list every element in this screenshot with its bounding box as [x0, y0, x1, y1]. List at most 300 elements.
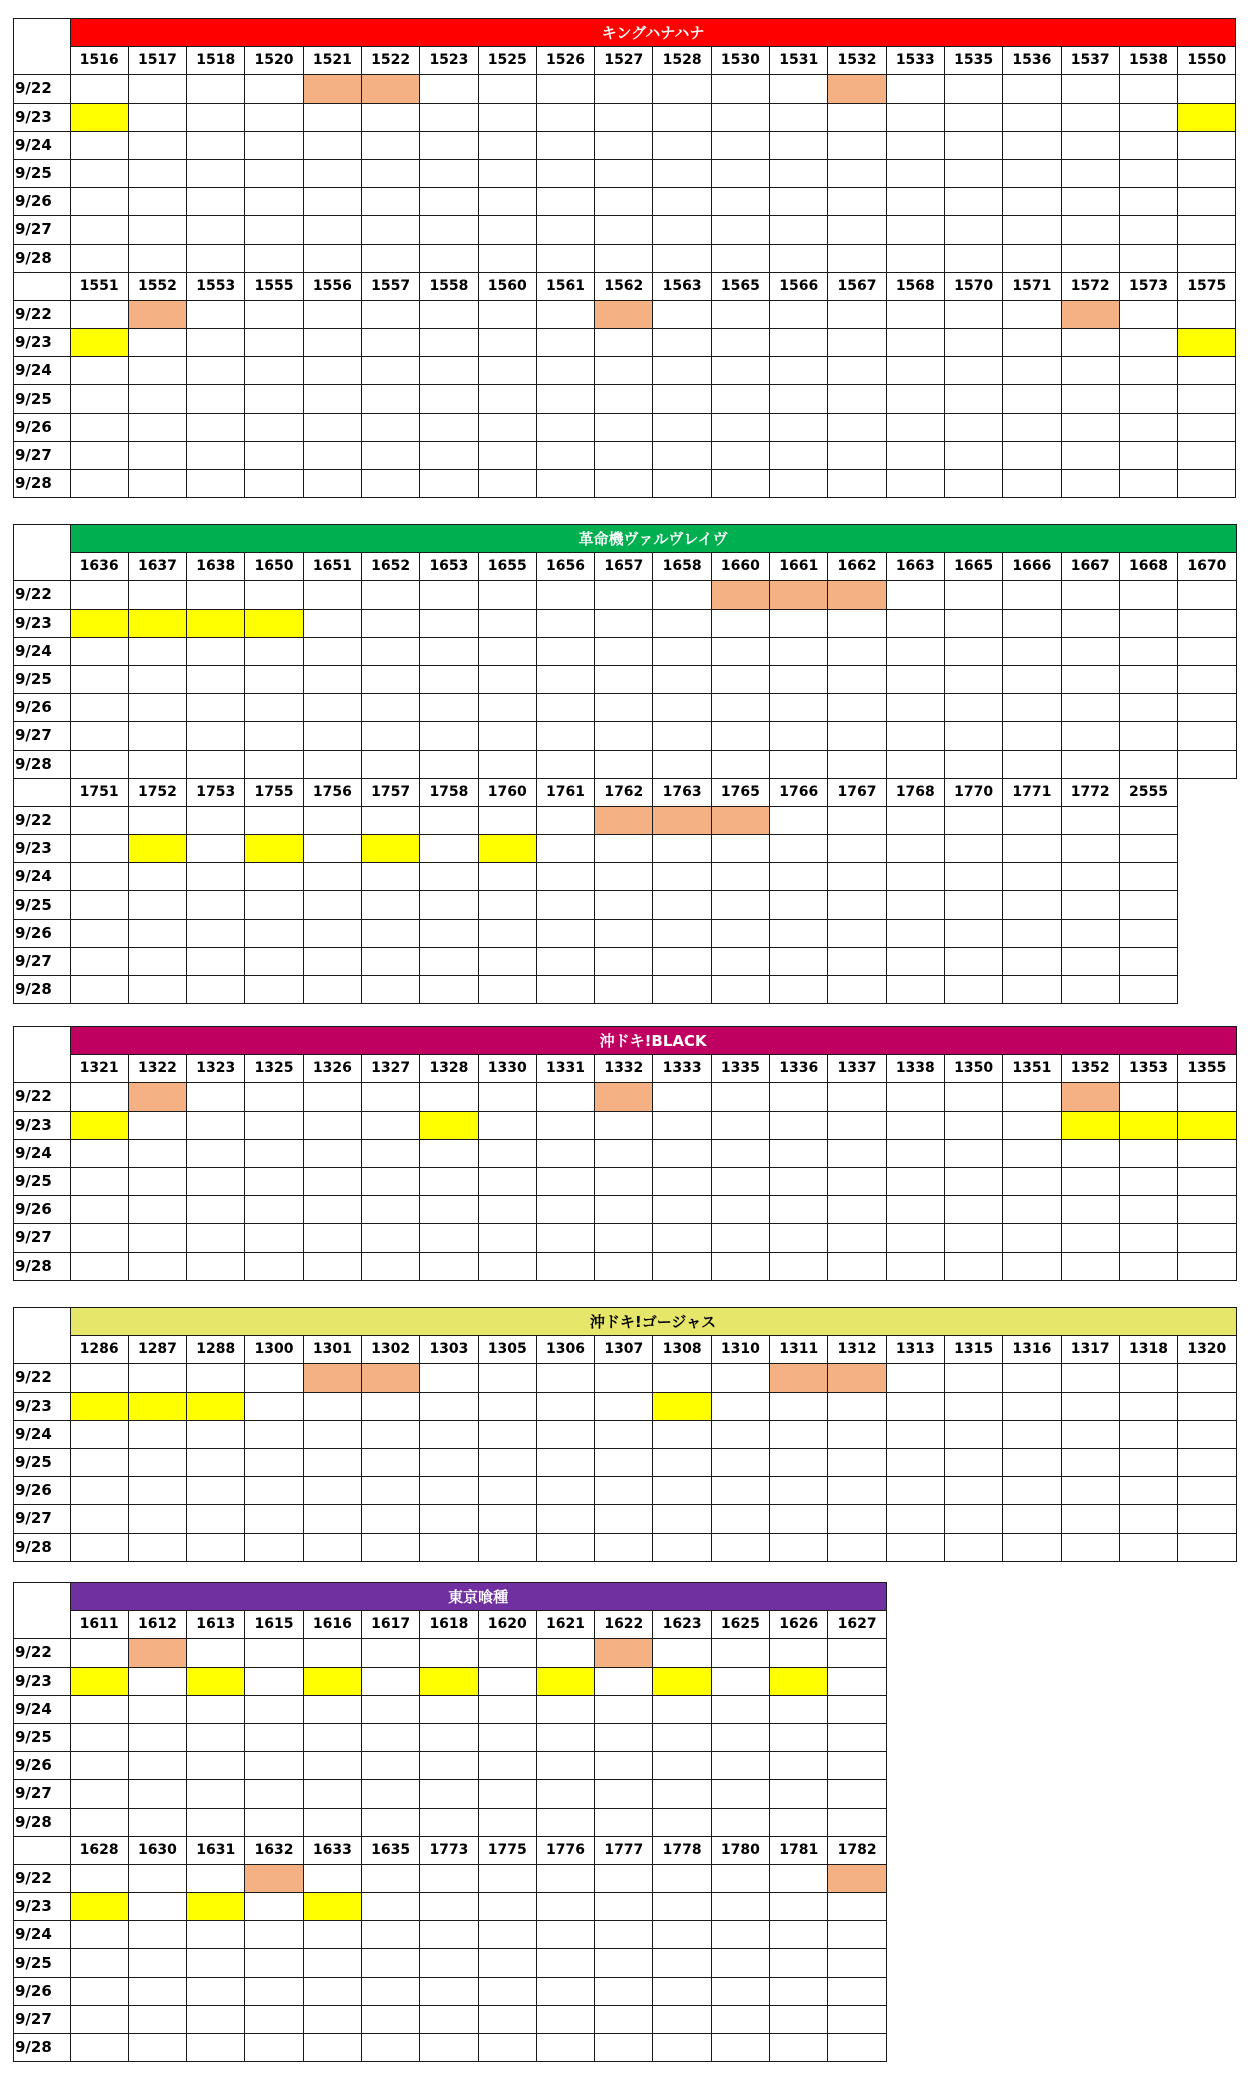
schedule-cell — [1061, 470, 1119, 498]
schedule-cell — [245, 1533, 303, 1561]
schedule-cell — [187, 1949, 245, 1977]
machine-number: 1616 — [303, 1611, 361, 1639]
machine-number: 1768 — [886, 778, 944, 806]
schedule-cell — [944, 1083, 1002, 1111]
machine-number: 1301 — [303, 1336, 361, 1364]
schedule-cell — [770, 947, 828, 975]
date-label: 9/28 — [14, 2034, 71, 2062]
schedule-cell — [303, 1780, 361, 1808]
schedule-cell — [536, 413, 594, 441]
date-label: 9/24 — [14, 131, 71, 159]
schedule-cell — [420, 694, 478, 722]
schedule-cell — [886, 806, 944, 834]
schedule-cell — [1178, 750, 1236, 778]
schedule-cell — [303, 1921, 361, 1949]
date-row — [14, 1639, 887, 1667]
schedule-cell — [245, 976, 303, 1004]
machine-number: 1765 — [711, 778, 769, 806]
schedule-cell — [303, 244, 361, 272]
schedule-cell — [828, 216, 886, 244]
date-row — [14, 1111, 1237, 1139]
schedule-cell — [420, 1252, 478, 1280]
schedule-cell — [711, 357, 769, 385]
schedule-cell — [595, 1111, 653, 1139]
schedule-cell — [70, 722, 128, 750]
schedule-cell — [303, 2005, 361, 2033]
machine-number: 2555 — [1119, 778, 1177, 806]
schedule-cell — [886, 413, 944, 441]
machine-number: 1618 — [420, 1611, 478, 1639]
schedule-cell — [478, 1196, 536, 1224]
schedule-cell — [1003, 1505, 1061, 1533]
schedule-cell — [1119, 1196, 1177, 1224]
machine-number: 1778 — [653, 1836, 711, 1864]
machine-number: 1326 — [303, 1055, 361, 1083]
schedule-cell — [420, 1752, 478, 1780]
schedule-cell — [128, 159, 186, 187]
schedule-cell — [770, 1949, 828, 1977]
machine-number: 1567 — [828, 272, 886, 300]
schedule-cell — [770, 1505, 828, 1533]
schedule-cell — [420, 665, 478, 693]
schedule-cell — [1003, 103, 1061, 131]
schedule-cell — [187, 1448, 245, 1476]
highlight-yellow-cell — [187, 609, 245, 637]
schedule-cell — [1061, 131, 1119, 159]
schedule-cell — [595, 1864, 653, 1892]
highlight-orange-cell — [128, 1083, 186, 1111]
machine-number: 1516 — [70, 47, 128, 75]
schedule-cell — [420, 1505, 478, 1533]
schedule-cell — [536, 1780, 594, 1808]
schedule-cell — [536, 216, 594, 244]
schedule-cell — [245, 1392, 303, 1420]
schedule-cell — [303, 413, 361, 441]
schedule-cell — [653, 609, 711, 637]
schedule-cell — [828, 976, 886, 1004]
schedule-cell — [303, 835, 361, 863]
schedule-cell — [711, 441, 769, 469]
schedule-cell — [478, 1752, 536, 1780]
schedule-cell — [245, 806, 303, 834]
schedule-cell — [711, 244, 769, 272]
schedule-cell — [1061, 1364, 1119, 1392]
schedule-cell — [361, 1083, 419, 1111]
schedule-cell — [187, 1139, 245, 1167]
machine-number: 1762 — [595, 778, 653, 806]
machine-number: 1563 — [653, 272, 711, 300]
date-row — [14, 75, 1236, 103]
schedule-cell — [828, 385, 886, 413]
schedule-cell — [711, 835, 769, 863]
schedule-cell — [303, 947, 361, 975]
schedule-cell — [944, 329, 1002, 357]
schedule-cell — [944, 806, 1002, 834]
date-row — [14, 1167, 1237, 1195]
schedule-cell — [595, 1448, 653, 1476]
schedule-cell — [595, 188, 653, 216]
schedule-cell — [245, 1167, 303, 1195]
date-row — [14, 413, 1236, 441]
schedule-cell — [303, 863, 361, 891]
schedule-cell — [944, 835, 1002, 863]
schedule-cell — [245, 581, 303, 609]
schedule-cell — [70, 131, 128, 159]
schedule-cell — [886, 159, 944, 187]
schedule-cell — [886, 976, 944, 1004]
schedule-cell — [1119, 863, 1177, 891]
schedule-cell — [711, 1921, 769, 1949]
highlight-orange-cell — [770, 581, 828, 609]
schedule-cell — [245, 131, 303, 159]
schedule-cell — [245, 2005, 303, 2033]
schedule-cell — [303, 1639, 361, 1667]
empty-space — [1178, 919, 1236, 947]
schedule-cell — [420, 750, 478, 778]
schedule-cell — [944, 131, 1002, 159]
schedule-cell — [187, 581, 245, 609]
machine-number: 1537 — [1061, 47, 1119, 75]
highlight-yellow-cell — [128, 609, 186, 637]
schedule-cell — [711, 1392, 769, 1420]
schedule-cell — [770, 2005, 828, 2033]
schedule-cell — [653, 1639, 711, 1667]
schedule-cell — [770, 609, 828, 637]
schedule-cell — [886, 216, 944, 244]
schedule-cell — [187, 919, 245, 947]
schedule-cell — [245, 1139, 303, 1167]
schedule-cell — [478, 1639, 536, 1667]
highlight-orange-cell — [595, 806, 653, 834]
schedule-cell — [536, 329, 594, 357]
schedule-cell — [478, 159, 536, 187]
schedule-cell — [1119, 637, 1177, 665]
schedule-cell — [361, 1477, 419, 1505]
date-label: 9/25 — [14, 1723, 71, 1751]
schedule-cell — [770, 1893, 828, 1921]
highlight-yellow-cell — [128, 1392, 186, 1420]
highlight-yellow-cell — [1119, 1111, 1177, 1139]
schedule-cell — [1061, 385, 1119, 413]
schedule-cell — [944, 1196, 1002, 1224]
date-label: 9/26 — [14, 413, 71, 441]
schedule-cell — [303, 750, 361, 778]
schedule-cell — [478, 1723, 536, 1751]
schedule-cell — [595, 665, 653, 693]
machine-number: 1566 — [770, 272, 828, 300]
schedule-cell — [595, 1808, 653, 1836]
machine-number: 1287 — [128, 1336, 186, 1364]
date-label: 9/27 — [14, 1224, 71, 1252]
machine-number: 1328 — [420, 1055, 478, 1083]
empty-space — [1178, 778, 1236, 806]
schedule-cell — [478, 806, 536, 834]
date-label: 9/26 — [14, 1752, 71, 1780]
date-row — [14, 1448, 1237, 1476]
date-label: 9/26 — [14, 919, 71, 947]
schedule-cell — [828, 1167, 886, 1195]
schedule-cell — [711, 1477, 769, 1505]
schedule-cell — [128, 216, 186, 244]
schedule-cell — [536, 441, 594, 469]
schedule-cell — [128, 722, 186, 750]
schedule-cell — [536, 2034, 594, 2062]
schedule-cell — [245, 385, 303, 413]
schedule-cell — [828, 722, 886, 750]
schedule-cell — [886, 357, 944, 385]
schedule-cell — [361, 244, 419, 272]
schedule-cell — [653, 1864, 711, 1892]
machine-number: 1631 — [187, 1836, 245, 1864]
machine-number: 1306 — [536, 1336, 594, 1364]
schedule-cell — [187, 1533, 245, 1561]
schedule-cell — [1119, 1477, 1177, 1505]
machine-number: 1760 — [478, 778, 536, 806]
schedule-cell — [653, 1780, 711, 1808]
schedule-cell — [303, 581, 361, 609]
schedule-cell — [420, 1364, 478, 1392]
machine-number: 1316 — [1003, 1336, 1061, 1364]
schedule-cell — [187, 300, 245, 328]
schedule-cell — [1178, 1533, 1236, 1561]
schedule-cell — [128, 1364, 186, 1392]
schedule-cell — [1178, 413, 1236, 441]
schedule-cell — [245, 1196, 303, 1224]
schedule-cell — [187, 1639, 245, 1667]
schedule-cell — [536, 1392, 594, 1420]
date-label: 9/27 — [14, 216, 71, 244]
schedule-cell — [128, 357, 186, 385]
schedule-cell — [1119, 609, 1177, 637]
schedule-cell — [828, 357, 886, 385]
schedule-cell — [478, 1780, 536, 1808]
schedule-cell — [187, 637, 245, 665]
schedule-cell — [828, 2034, 887, 2062]
schedule-cell — [595, 1752, 653, 1780]
schedule-cell — [886, 244, 944, 272]
schedule-cell — [70, 1949, 128, 1977]
schedule-cell — [361, 1752, 419, 1780]
schedule-cell — [653, 637, 711, 665]
schedule-cell — [420, 1639, 478, 1667]
machine-number: 1286 — [70, 1336, 128, 1364]
schedule-cell — [478, 2005, 536, 2033]
schedule-cell — [420, 1420, 478, 1448]
schedule-cell — [944, 581, 1002, 609]
schedule-cell — [1003, 1392, 1061, 1420]
corner-cell — [14, 1308, 71, 1336]
schedule-cell — [1178, 665, 1236, 693]
schedule-cell — [478, 103, 536, 131]
schedule-cell — [1119, 581, 1177, 609]
schedule-cell — [711, 609, 769, 637]
highlight-yellow-cell — [70, 1893, 128, 1921]
highlight-orange-cell — [303, 1364, 361, 1392]
empty-space — [1178, 891, 1236, 919]
schedule-cell — [886, 863, 944, 891]
date-row — [14, 1723, 887, 1751]
schedule-cell — [1119, 947, 1177, 975]
schedule-cell — [536, 1949, 594, 1977]
schedule-cell — [770, 1083, 828, 1111]
schedule-cell — [828, 1533, 886, 1561]
section-title: 革命機ヴァルヴレイヴ — [70, 525, 1236, 553]
schedule-cell — [1003, 1224, 1061, 1252]
schedule-cell — [944, 1505, 1002, 1533]
schedule-cell — [595, 244, 653, 272]
machine-number: 1333 — [653, 1055, 711, 1083]
schedule-cell — [361, 665, 419, 693]
schedule-cell — [361, 750, 419, 778]
schedule-cell — [595, 1723, 653, 1751]
schedule-cell — [128, 75, 186, 103]
schedule-cell — [1178, 75, 1236, 103]
schedule-cell — [653, 1364, 711, 1392]
schedule-cell — [536, 103, 594, 131]
schedule-cell — [70, 1083, 128, 1111]
schedule-cell — [886, 188, 944, 216]
schedule-cell — [187, 1364, 245, 1392]
schedule-cell — [711, 300, 769, 328]
schedule-cell — [653, 75, 711, 103]
schedule-cell — [245, 1111, 303, 1139]
schedule-cell — [245, 357, 303, 385]
schedule-cell — [653, 1167, 711, 1195]
date-label: 9/24 — [14, 863, 71, 891]
date-row — [14, 1252, 1237, 1280]
schedule-cell — [770, 919, 828, 947]
schedule-cell — [1178, 159, 1236, 187]
schedule-cell — [361, 1695, 419, 1723]
schedule-cell — [70, 1723, 128, 1751]
highlight-yellow-cell — [128, 835, 186, 863]
schedule-cell — [420, 581, 478, 609]
machine-number: 1637 — [128, 553, 186, 581]
schedule-cell — [1003, 300, 1061, 328]
schedule-cell — [70, 1695, 128, 1723]
schedule-cell — [944, 413, 1002, 441]
schedule-cell — [420, 722, 478, 750]
schedule-cell — [478, 637, 536, 665]
schedule-cell — [770, 441, 828, 469]
schedule-cell — [70, 1921, 128, 1949]
machine-number: 1302 — [361, 1336, 419, 1364]
schedule-cell — [944, 75, 1002, 103]
schedule-cell — [420, 441, 478, 469]
schedule-cell — [187, 1864, 245, 1892]
schedule-cell — [303, 159, 361, 187]
schedule-cell — [361, 1139, 419, 1167]
schedule-cell — [187, 1420, 245, 1448]
schedule-cell — [536, 1695, 594, 1723]
schedule-cell — [245, 665, 303, 693]
machine-number: 1752 — [128, 778, 186, 806]
schedule-cell — [536, 665, 594, 693]
schedule-cell — [70, 665, 128, 693]
schedule-cell — [303, 1252, 361, 1280]
schedule-cell — [595, 1695, 653, 1723]
empty-space — [1178, 863, 1236, 891]
schedule-cell — [711, 1723, 769, 1751]
schedule-cell — [711, 1224, 769, 1252]
date-label: 9/27 — [14, 1505, 71, 1533]
schedule-cell — [187, 722, 245, 750]
schedule-cell — [944, 637, 1002, 665]
schedule-cell — [128, 665, 186, 693]
date-label: 9/24 — [14, 637, 71, 665]
machine-number: 1520 — [245, 47, 303, 75]
schedule-cell — [711, 188, 769, 216]
highlight-yellow-cell — [303, 1667, 361, 1695]
schedule-cell — [303, 2034, 361, 2062]
schedule-cell — [711, 694, 769, 722]
schedule-cell — [770, 750, 828, 778]
date-label: 9/27 — [14, 1780, 71, 1808]
date-label: 9/25 — [14, 1448, 71, 1476]
schedule-cell — [770, 75, 828, 103]
schedule-cell — [478, 2034, 536, 2062]
date-label: 9/28 — [14, 1252, 71, 1280]
schedule-cell — [245, 329, 303, 357]
schedule-cell — [420, 806, 478, 834]
schedule-cell — [478, 1167, 536, 1195]
highlight-yellow-cell — [70, 103, 128, 131]
machine-number: 1312 — [828, 1336, 886, 1364]
date-label: 9/27 — [14, 947, 71, 975]
schedule-cell — [1119, 1364, 1177, 1392]
schedule-cell — [303, 665, 361, 693]
schedule-cell — [187, 329, 245, 357]
date-row — [14, 1392, 1237, 1420]
schedule-cell — [1003, 329, 1061, 357]
schedule-cell — [420, 1893, 478, 1921]
machine-number: 1612 — [128, 1611, 186, 1639]
date-label: 9/28 — [14, 1533, 71, 1561]
schedule-cell — [128, 750, 186, 778]
schedule-cell — [595, 1364, 653, 1392]
schedule-cell — [595, 75, 653, 103]
machine-number: 1757 — [361, 778, 419, 806]
schedule-cell — [653, 1111, 711, 1139]
schedule-cell — [595, 1977, 653, 2005]
highlight-orange-cell — [303, 75, 361, 103]
date-label: 9/26 — [14, 1477, 71, 1505]
machine-number: 1763 — [653, 778, 711, 806]
date-label: 9/25 — [14, 159, 71, 187]
schedule-cell — [187, 2034, 245, 2062]
schedule-cell — [361, 919, 419, 947]
schedule-cell — [944, 159, 1002, 187]
schedule-cell — [361, 1224, 419, 1252]
schedule-cell — [1178, 637, 1236, 665]
date-label: 9/25 — [14, 1949, 71, 1977]
schedule-cell — [420, 976, 478, 1004]
machine-number: 1303 — [420, 1336, 478, 1364]
schedule-cell — [711, 947, 769, 975]
schedule-cell — [70, 1196, 128, 1224]
schedule-cell — [1119, 1533, 1177, 1561]
schedule-cell — [187, 891, 245, 919]
schedule-cell — [711, 1667, 769, 1695]
schedule-cell — [303, 385, 361, 413]
schedule-cell — [828, 159, 886, 187]
header-label-cell — [14, 1611, 71, 1639]
schedule-cell — [187, 1752, 245, 1780]
schedule-cell — [1119, 665, 1177, 693]
schedule-cell — [944, 722, 1002, 750]
machine-number: 1532 — [828, 47, 886, 75]
schedule-cell — [128, 1139, 186, 1167]
